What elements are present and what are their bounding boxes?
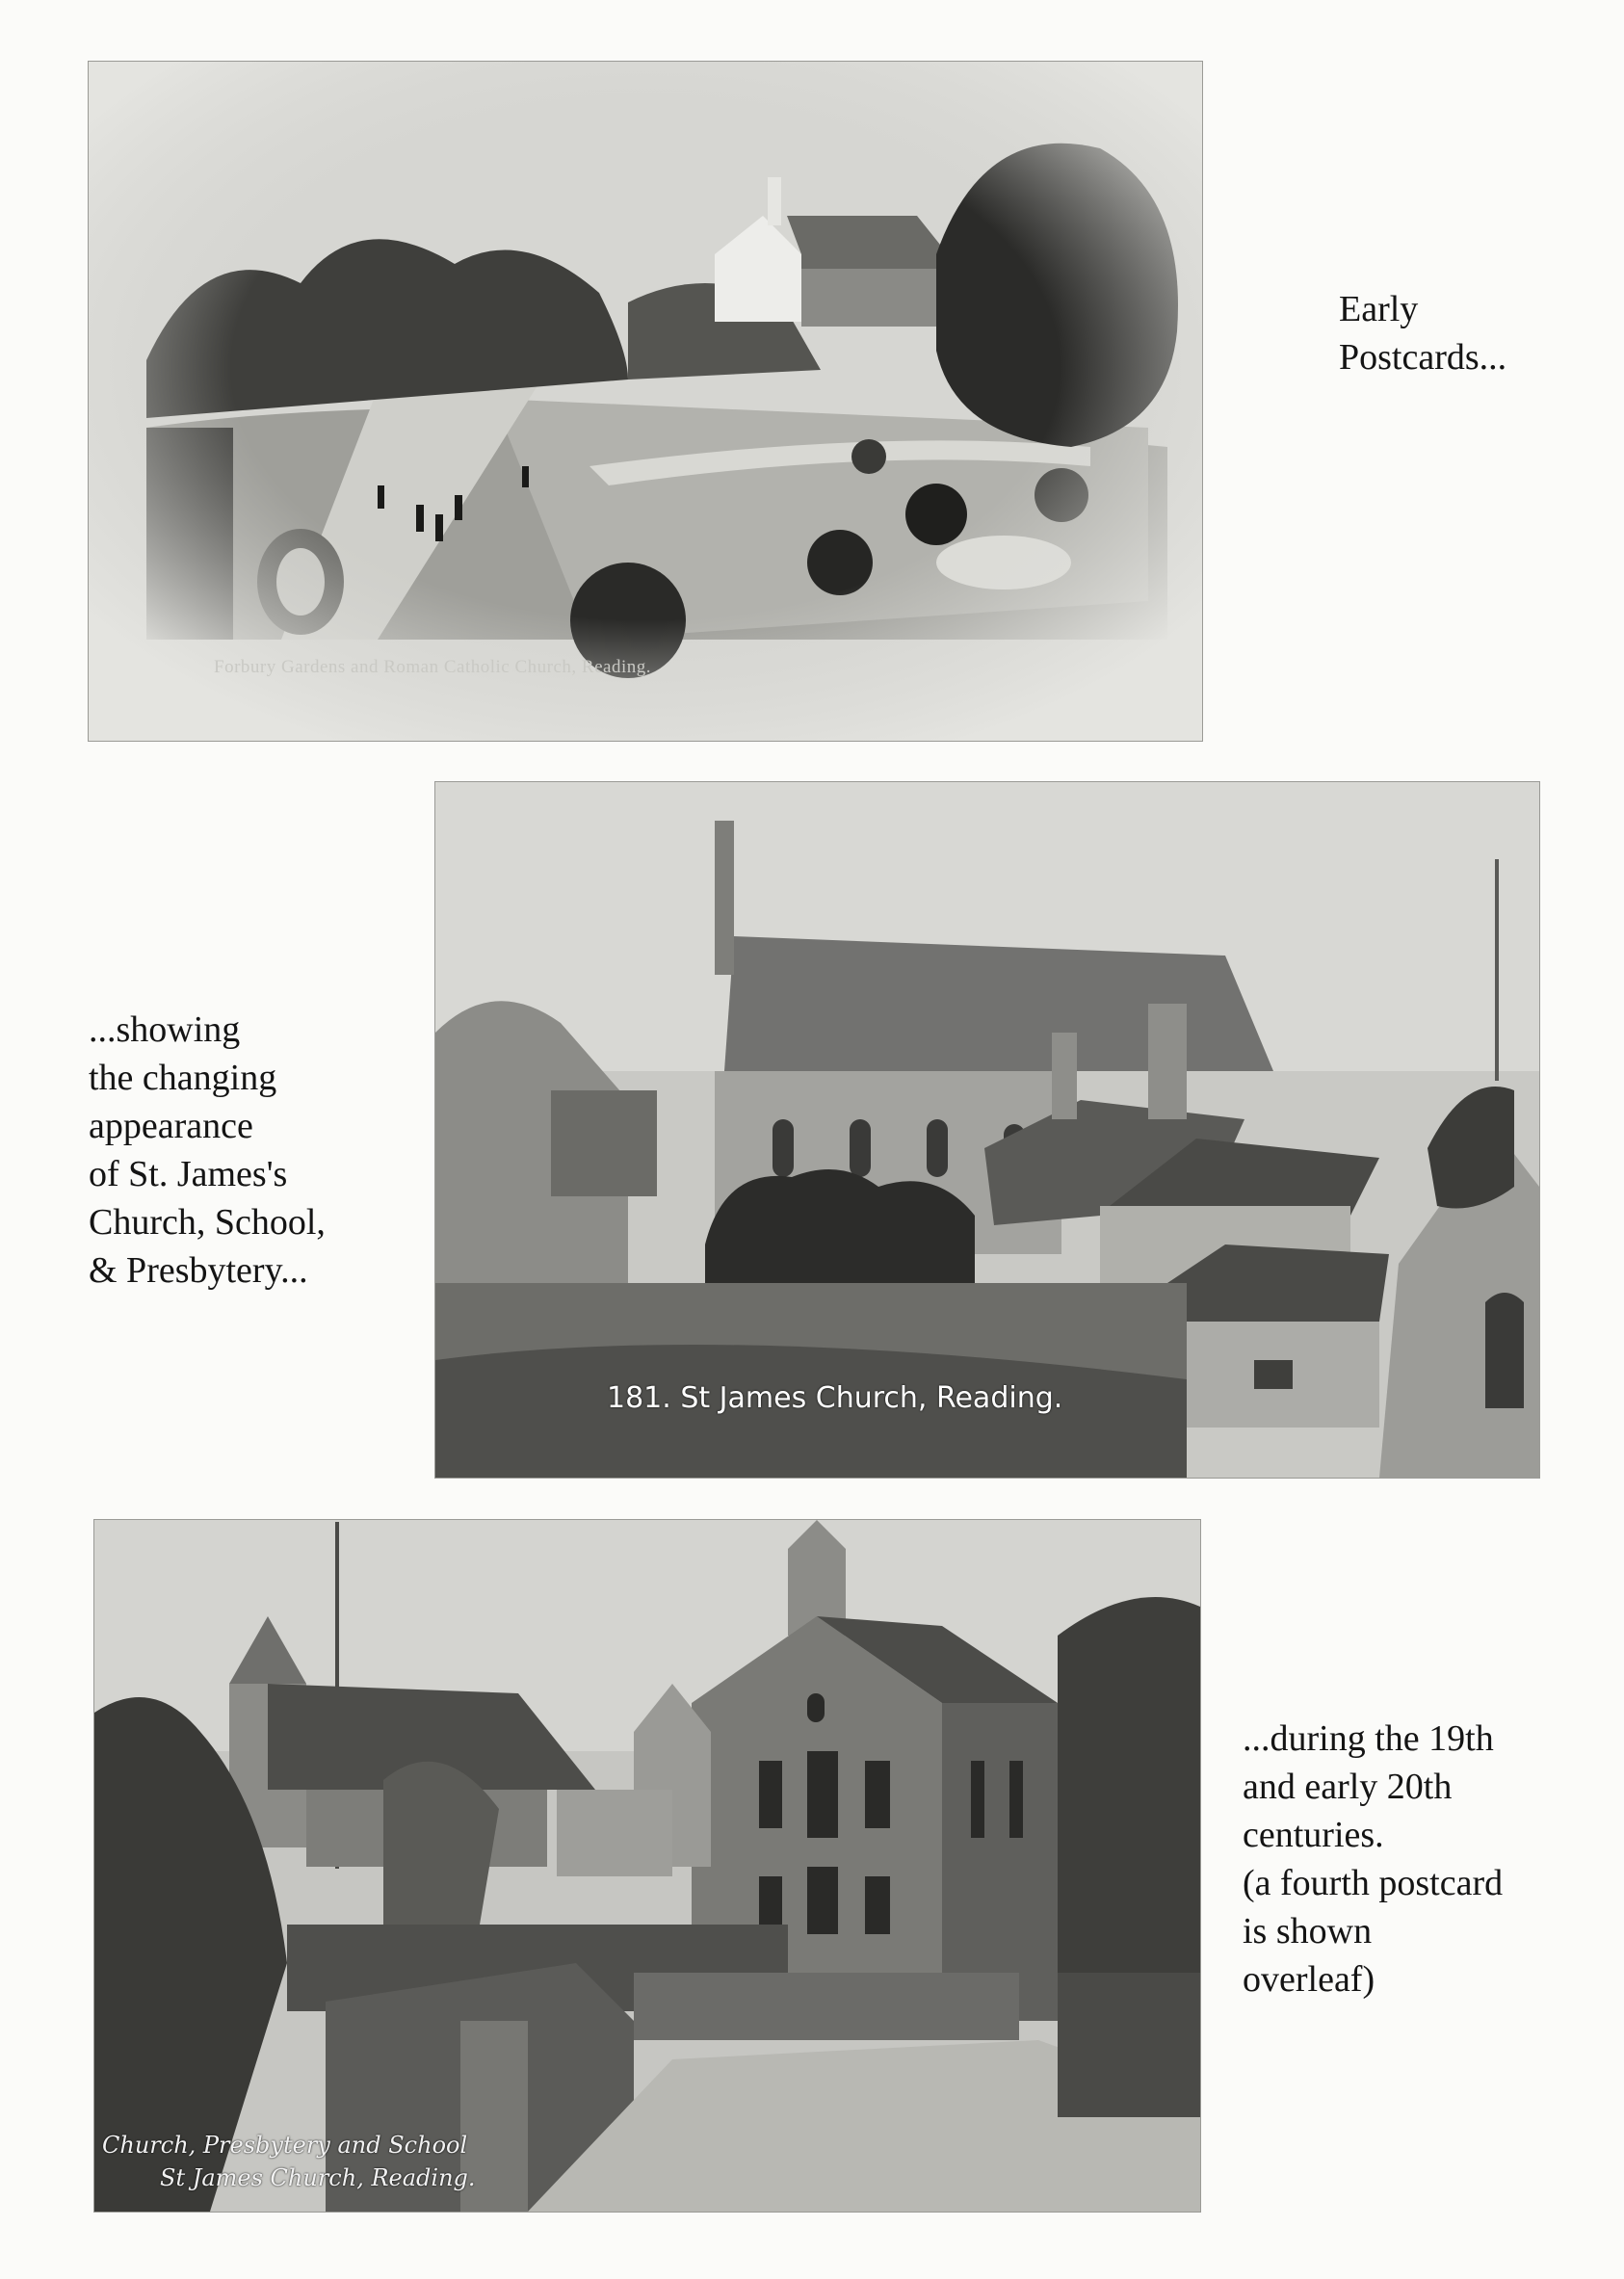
postcard-3-title [102, 2129, 476, 2194]
st-james-church-photo [435, 782, 1539, 1478]
postcard-st-james-church [435, 782, 1539, 1478]
postcard-2-title: 181. St James Church, Reading. [607, 1381, 1063, 1415]
caption-showing: ...showing the changing appearance of St. James's Church, School, & Presbytery... [89, 1009, 326, 1291]
forbury-gardens-photo [89, 62, 1202, 741]
caption-during: ...during the 19th and early 20th centuries. (a fourth postcard is shown overleaf) [1243, 1718, 1504, 2000]
postcard-3-title-line-1: Church, Presbytery and School [102, 2132, 468, 2159]
church-presbytery-school-photo [94, 1520, 1200, 2212]
postcard-forbury-gardens [89, 62, 1202, 741]
postcard-3-title-line-2: St James Church, Reading. [160, 2164, 476, 2191]
postcard-1-title: Forbury Gardens and Roman Catholic Church, Reading. [214, 657, 651, 677]
caption-early-postcards: Early Postcards... [1339, 289, 1507, 378]
postcard-church-presbytery-school [94, 1520, 1200, 2212]
